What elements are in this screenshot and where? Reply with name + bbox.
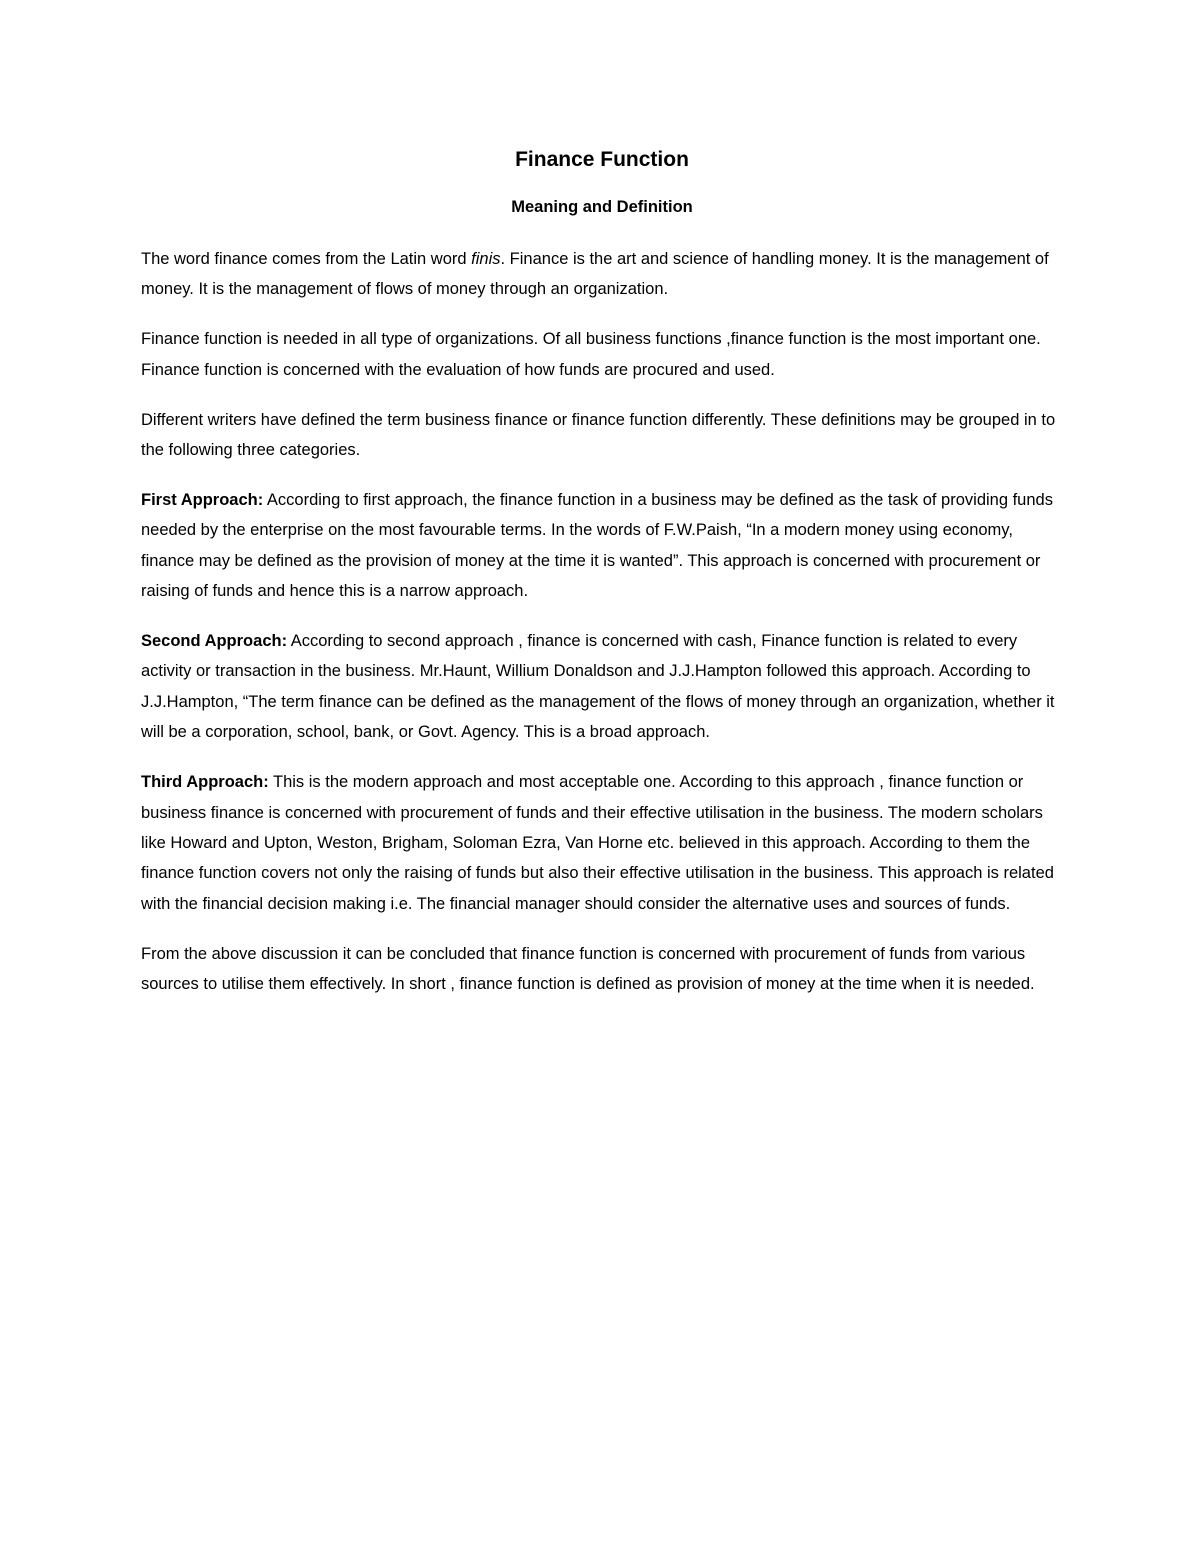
conclusion-paragraph: From the above discussion it can be concluded that finance function is concerned with procurement of funds from various sources to utilise them effectively. In short , finance function is defined as provision of money at the time when it is needed.	[141, 944, 1035, 994]
second-approach-label: Second Approach:	[141, 632, 288, 651]
document-subtitle: Meaning and Definition	[511, 198, 693, 216]
document-body	[141, 143, 1063, 1000]
intro-text-before: The word finance comes from the Latin word	[141, 250, 472, 268]
intro-latin-word: finis	[471, 250, 501, 268]
second-approach-text: According to second approach , finance is concerned with cash, Finance function is related to every activity or transaction in the business. Mr.Haunt, Willium Donaldson and J.J.Hampton followed this approach. According to J.J.Hampton, “The term finance can be defined as the management of the flows of money through an organization, whether it will be a corporation, school, bank, or Govt. Agency. This is a broad approach.	[141, 632, 1055, 742]
third-approach-text: This is the modern approach and most acceptable one. According to this approach , finance function or business finance is concerned with procurement of funds and their effective utilisation in the business. The modern scholars like Howard and Upton, Weston, Brigham, Soloman Ezra, Van Horne etc. believed in this approach. According to them the finance function covers not only the raising of funds but also their effective utilisation in the business. This approach is related with the financial decision making i.e. The financial manager should consider the alternative uses and sources of funds.	[141, 773, 1054, 913]
second-approach-paragraph	[141, 626, 1063, 748]
first-approach-text: According to first approach, the finance function in a business may be defined as the task of providing funds needed by the enterprise on the most favourable terms. In the words of F.W.Paish, “In a modern money using economy, finance may be defined as the provision of money at the time it is wanted”. This approach is concerned with procurement or raising of funds and hence this is a narrow approach.	[141, 490, 1053, 601]
categories-paragraph: Different writers have defined the term business finance or finance function differently. These definitions may be grouped in to the following three categories.	[141, 410, 1056, 460]
third-approach-label: Third Approach:	[141, 773, 269, 792]
organizations-paragraph: Finance function is needed in all type of organizations. Of all business functions ,finance function is the most important one. Finance function is concerned with the evaluation of how funds are procured and used.	[141, 330, 1041, 379]
intro-paragraph	[141, 244, 1063, 305]
document-title: Finance Function	[515, 148, 689, 171]
intro-text-after: . Finance is the art and science of handling money. It is the management of money. It is the management of flows of money through an organization.	[141, 250, 1049, 299]
first-approach-label: First Approach:	[141, 490, 264, 509]
third-approach-paragraph	[141, 767, 1063, 919]
first-approach-paragraph	[141, 485, 1063, 607]
